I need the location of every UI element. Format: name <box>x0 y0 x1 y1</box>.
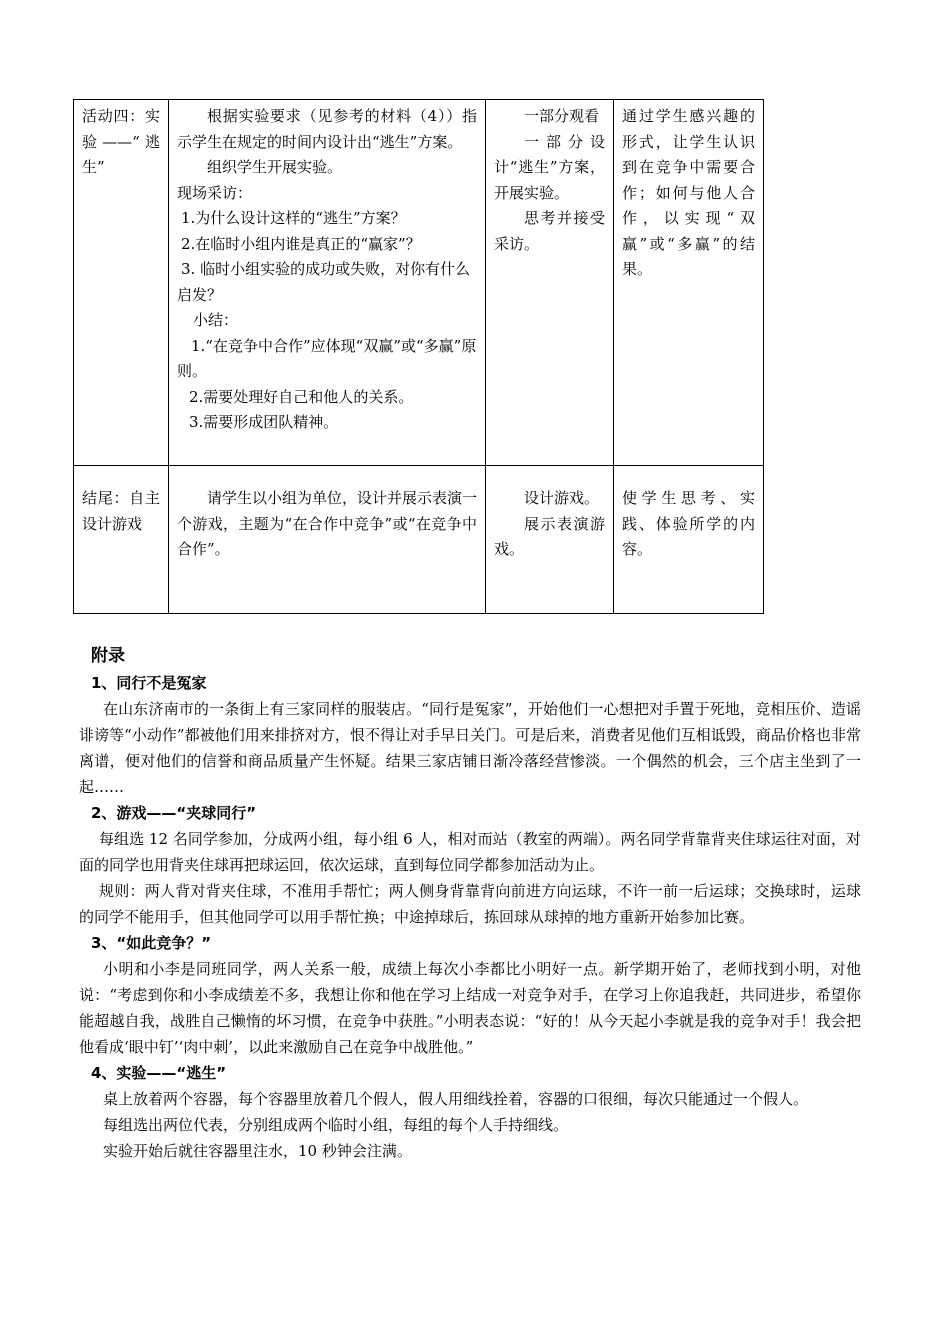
teacher-line: 小结： <box>193 311 239 329</box>
stage-cell: 结尾：自主设计游戏 <box>74 466 169 614</box>
teacher-line: 3.需要形成团队精神。 <box>189 413 339 431</box>
student-line: 展示表演游戏。 <box>494 514 605 558</box>
teacher-line: 根据实验要求（见参考的材料（4））指示学生在规定的时间内设计出“逃生”方案。 <box>177 107 477 151</box>
section-paragraph: 每组选出两位代表，分别组成两个临时小组，每组的每个人手持细线。 <box>103 1116 569 1134</box>
table-row <box>74 466 764 614</box>
teacher-line: 1.“在竞争中合作”应体现“双赢”或“多赢”原则。 <box>177 336 477 380</box>
teacher-line: 2.在临时小组内谁是真正的“赢家”？ <box>181 234 421 253</box>
teacher-line: 3. 临时小组实验的成功或失败，对你有什么启发？ <box>177 260 471 304</box>
teacher-activity-cell <box>169 100 486 466</box>
section-paragraph: 桌上放着两个容器，每个容器里放着几个假人，假人用细线拴着，容器的口很细，每次只能通过一个假人。 <box>103 1090 809 1108</box>
design-intent-cell: 通过学生感兴趣的形式，让学生认识到在竞争中需要合作；如何与他人合作，以实现“双赢”或“多赢”的结果。 <box>614 100 764 466</box>
teacher-line: 请学生以小组为单位，设计并展示表演一个游戏，主题为“在合作中竞争”或“在竞争中合作”。 <box>177 489 478 558</box>
section-paragraph: 每组选 12 名同学参加，分成两小组，每小组 6 人，相对而站（教室的两端）。两名同学背靠背夹住球运往对面，对面的同学也用背夹住球再把球运回，依次运球，直到每位同学都参加活动为止。 <box>79 830 861 874</box>
appendix-section <box>79 642 861 1164</box>
student-line: 思考并接受采访。 <box>494 209 605 253</box>
section-heading: 4、实验——“逃生” <box>91 1064 227 1082</box>
section-heading: 2、游戏——“夹球同行” <box>91 804 257 822</box>
teacher-activity-cell <box>169 466 486 614</box>
table-row <box>74 100 764 466</box>
student-activity-cell <box>486 466 614 614</box>
section-paragraph: 在山东济南市的一条街上有三家同样的服装店。“同行是冤家”，开始他们一心想把对手置于死地，竞相压价、造谣诽谤等“小动作”都被他们用来排挤对方，恨不得让对手早日关门。可是后来，消费者见他们互相诋毁，商品价格也非常离谱，便对他们的信誉和商品质量产生怀疑。结果三家店铺日渐冷落经营惨淡。一个偶然的机会，三个店主坐到了一起…… <box>79 700 861 796</box>
teacher-line: 1.为什么设计这样的“逃生”方案？ <box>181 209 406 227</box>
section-paragraph: 实验开始后就往容器里注水，10 秒钟会注满。 <box>103 1142 412 1160</box>
student-line: 一部分观看 <box>524 107 600 125</box>
teacher-line: 现场采访： <box>177 183 253 202</box>
teacher-line: 2.需要处理好自己和他人的关系。 <box>189 387 414 406</box>
appendix-title: 附录 <box>91 646 125 666</box>
student-line: 设计游戏。 <box>524 489 600 507</box>
section-heading: 1、同行不是冤家 <box>91 674 207 692</box>
section-heading: 3、“如此竞争？” <box>91 934 212 952</box>
student-line: 一部分设计“逃生”方案，开展实验。 <box>494 132 605 202</box>
stage-cell: 活动四：实验——“逃生” <box>74 100 169 466</box>
design-intent-cell: 使学生思考、实践、体验所学的内容。 <box>614 466 764 614</box>
teacher-line: 组织学生开展实验。 <box>207 158 343 176</box>
section-paragraph: 小明和小李是同班同学，两人关系一般，成绩上每次小李都比小明好一点。新学期开始了，老师找到小明，对他说：“考虑到你和小李成绩差不多，我想让你和他在学习上结成一对竞争对手，在学习上你追我赶，共同进步，希望你能超越自我，战胜自己懒惰的坏习惯，在竞争中获胜。”小明表态说：“好的！从今天起小李就是我的竞争对手！我会把他看成‘眼中钉’‘肉中刺’，以此来激励自己在竞争中战胜他。” <box>79 960 861 1056</box>
lesson-plan-table <box>73 99 764 614</box>
section-paragraph: 规则：两人背对背夹住球，不准用手帮忙；两人侧身背靠背向前进方向运球，不许一前一后运球；交换球时，运球的同学不能用手，但其他同学可以用手帮忙换；中途掉球后，拣回球从球掉的地方重新开始参加比赛。 <box>79 882 861 926</box>
student-activity-cell <box>486 100 614 466</box>
